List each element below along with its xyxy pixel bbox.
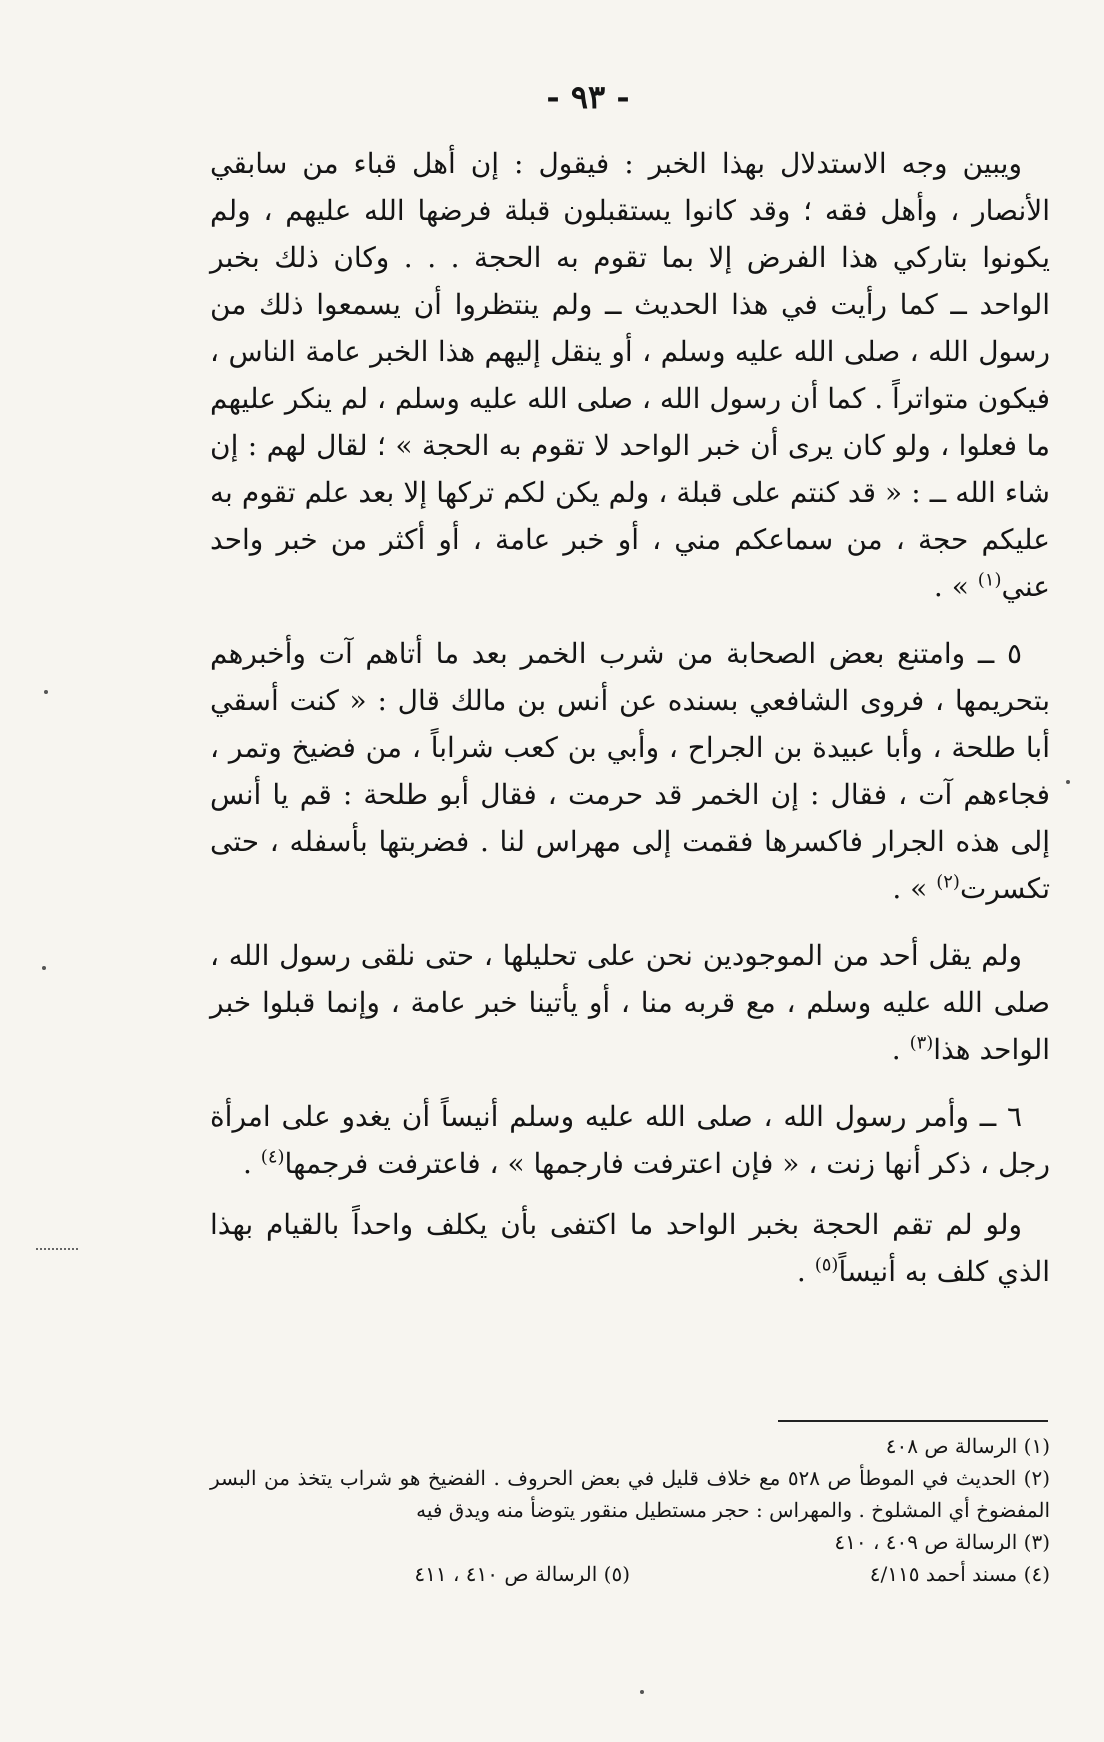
scan-speck	[42, 966, 46, 970]
footnote-ref-4: (٤)	[260, 1146, 285, 1168]
paragraph-5	[210, 1201, 1050, 1295]
paragraph-3-tail: .	[891, 1033, 910, 1066]
paragraph-4	[210, 1093, 1050, 1187]
main-text	[210, 140, 1050, 1315]
scan-speck	[640, 1690, 644, 1694]
footnote-3: (٣) الرسالة ص ٤٠٩ ، ٤١٠	[834, 1530, 1050, 1554]
paragraph-1-text: ويبين وجه الاستدلال بهذا الخبر : فيقول : إن أهل قباء من سابقي الأنصار ، وأهل فقه ؛ وقد كانوا يستقبلون قبلة فرضها الله عليهم ، ولم يكونوا بتاركي هذا الفرض إلا بما تقوم به الحجة . . . وكان ذلك بخبر الواحد ــ كما رأيت في هذا الحديث ــ ولم ينتظروا أن يسمعوا ذلك من رسول الله ، صلى الله عليه وسلم ، أو ينقل إليهم هذا الخبر عامة الناس ، فيكون متواتراً . كما أن رسول الله ، صلى الله عليه وسلم ، لم ينكر عليهم ما فعلوا ، ولو كان يرى أن خبر الواحد لا تقوم به الحجة » ؛ لقال لهم : إن شاء الله ــ : « قد كنتم على قبلة ، ولم يكن لكم تركها إلا بعد علم تقوم به عليكم حجة ، من سماعكم مني ، أو خبر عامة ، أو أكثر من خبر واحد عني	[210, 147, 1050, 603]
footnote-4: (٤) مسند أحمد ٤/١١٥	[869, 1562, 1050, 1586]
paragraph-2-tail: » .	[892, 872, 937, 905]
paragraph-5-tail: .	[796, 1255, 815, 1288]
paragraph-4-tail: .	[242, 1147, 261, 1180]
footnote-2: (٢) الحديث في الموطأ ص ٥٢٨ مع خلاف قليل في بعض الحروف . الفضيخ هو شراب يتخذ من البسر المفضوخ أي المشلوخ . والمهراس : حجر مستطيل منقور يتوضأ منه ويدق فيه	[210, 1466, 1051, 1522]
paragraph-2-text: ٥ ــ وامتنع بعض الصحابة من شرب الخمر بعد ما أتاهم آت وأخبرهم بتحريمها ، فروى الشافعي بسنده عن أنس بن مالك قال : « كنت أسقي أبا طلحة ، وأبا عبيدة بن الجراح ، وأبي بن كعب شراباً ، من فضيخ وتمر ، فجاءهم آت ، فقال : إن الخمر قد حرمت ، فقال أبو طلحة : قم يا أنس إلى هذه الجرار فاكسرها فقمت إلى مهراس لنا . فضربتها بأسفله ، حتى تكسرت	[210, 637, 1050, 905]
footnote-1: (١) الرسالة ص ٤٠٨	[885, 1434, 1050, 1458]
footnotes	[210, 1430, 1050, 1590]
paragraph-1	[210, 140, 1050, 610]
footnote-ref-3: (٣)	[909, 1032, 934, 1054]
footnote-row	[210, 1558, 1050, 1590]
paragraph-4-text: ٦ ــ وأمر رسول الله ، صلى الله عليه وسلم أنيساً أن يغدو على امرأة رجل ، ذكر أنها زنت ، « فإن اعترفت فارجمها » ، فاعترفت فرجمها	[210, 1100, 1050, 1180]
margin-dots	[36, 1248, 78, 1250]
paragraph-1-tail: » .	[933, 570, 978, 603]
page-number: - ٩٣ -	[546, 78, 630, 116]
scan-speck	[1066, 780, 1070, 784]
paragraph-3	[210, 932, 1050, 1073]
footnote-5: (٥) الرسالة ص ٤١٠ ، ٤١١	[414, 1562, 630, 1586]
paragraph-3-text: ولم يقل أحد من الموجودين نحن على تحليلها ، حتى نلقى رسول الله ، صلى الله عليه وسلم ، مع قربه منا ، أو يأتينا خبر عامة ، وإنما قبلوا خبر الواحد هذا	[210, 939, 1050, 1066]
scan-speck	[44, 690, 48, 694]
footnote-ref-5: (٥)	[814, 1254, 839, 1276]
footnote-divider	[778, 1420, 1048, 1422]
footnote-ref-1: (١)	[977, 569, 1002, 591]
paragraph-2	[210, 630, 1050, 912]
footnote-ref-2: (٢)	[936, 871, 960, 893]
paragraph-5-text: ولو لم تقم الحجة بخبر الواحد ما اكتفى بأن يكلف واحداً بالقيام بهذا الذي كلف به أنيساً	[210, 1208, 1050, 1288]
